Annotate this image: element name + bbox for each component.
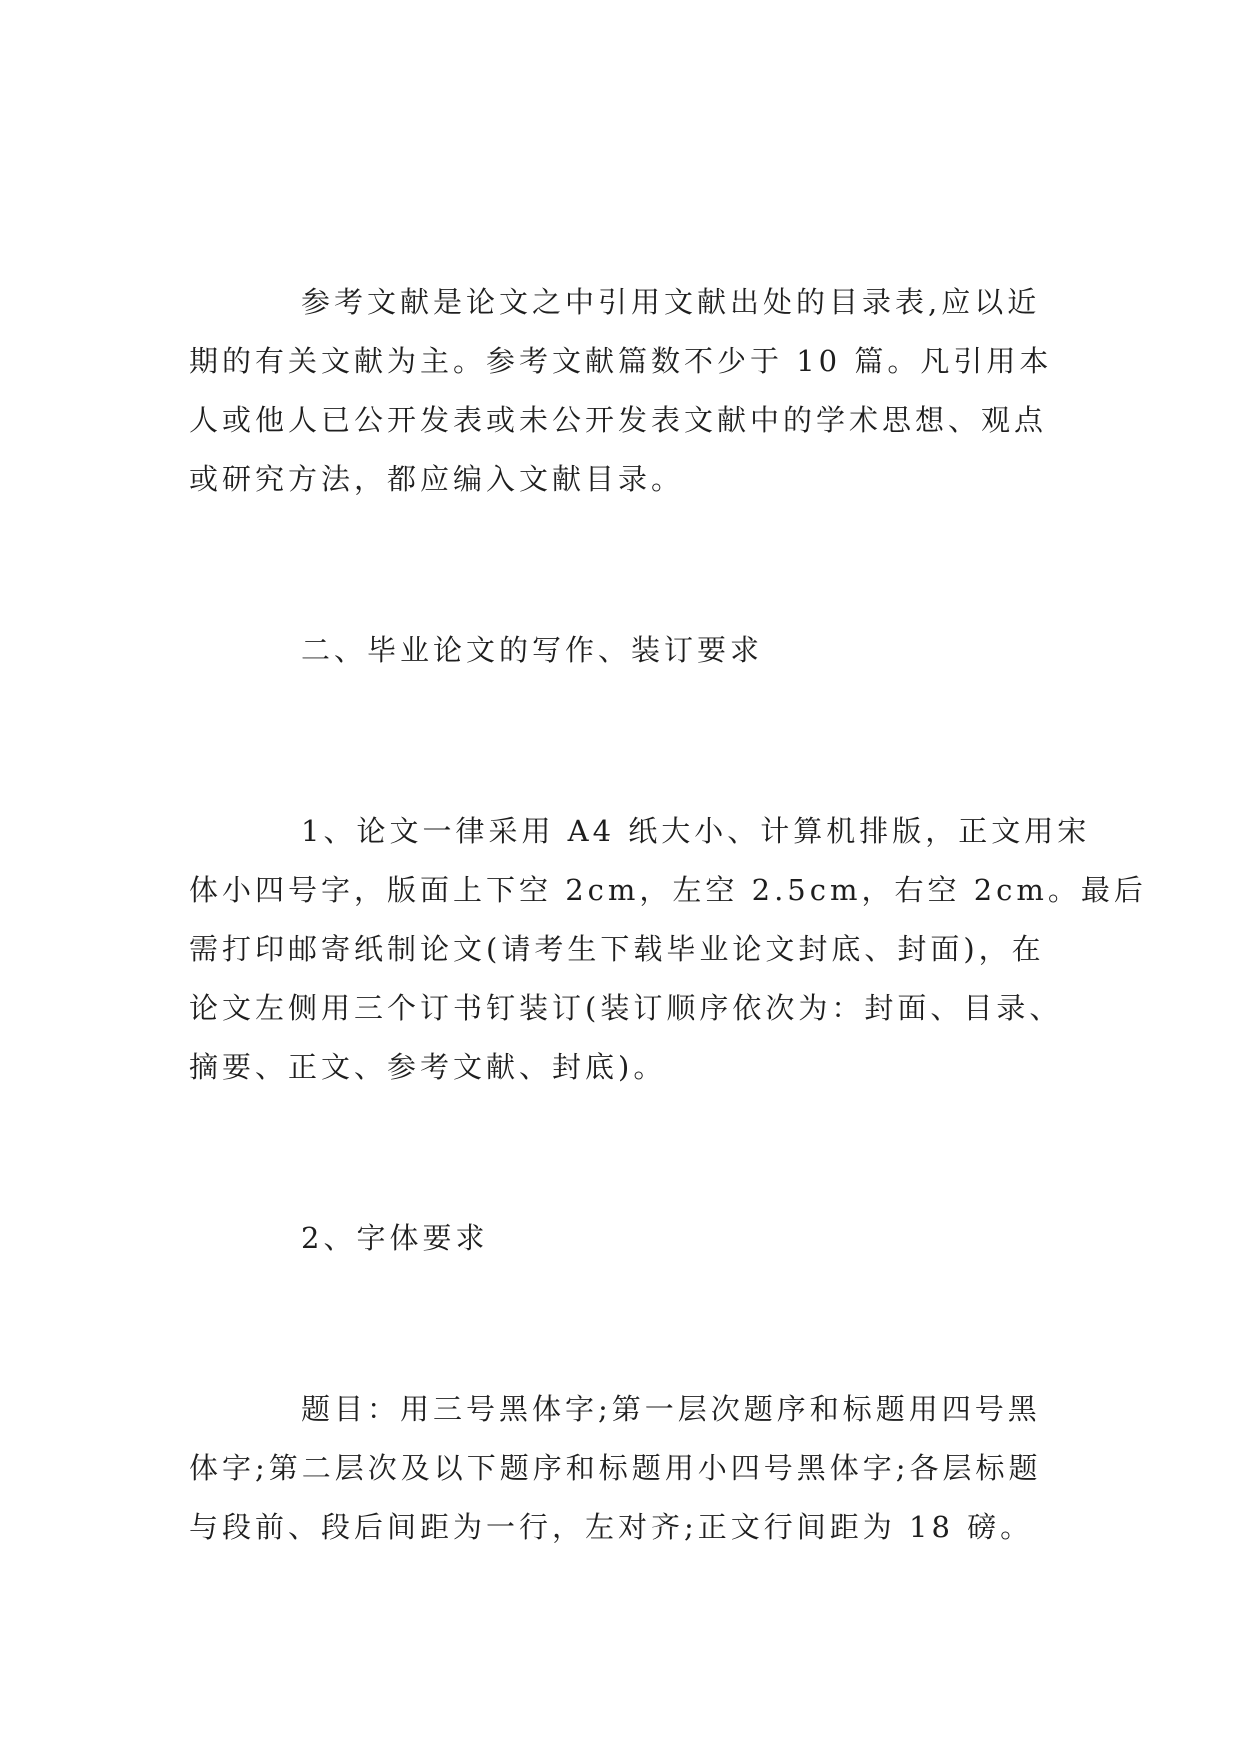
paragraph-line: 体小四号字，版面上下空 2cm，左空 2.5cm，右空 2cm。最后 [189,873,1147,907]
paragraph-line: 论文左侧用三个订书钉装订(装订顺序依次为：封面、目录、 [189,991,1063,1025]
format-requirements-paragraph [189,802,1147,1097]
paragraph-line: 参考文献是论文之中引用文献出处的目录表,应以近 [301,285,1041,319]
paragraph-line: 1、论文一律采用 A4 纸大小、计算机排版，正文用宋 [301,814,1091,848]
heading-text: 二、毕业论文的写作、装订要求 [301,633,764,667]
paragraph-line: 人或他人已公开发表或未公开发表文献中的学术思想、观点 [189,403,1048,437]
paragraph-line: 题目：用三号黑体字;第一层次题序和标题用四号黑 [301,1392,1041,1426]
paragraph-line: 或研究方法，都应编入文献目录。 [189,462,685,496]
subsection-heading [189,1209,1059,1268]
font-requirements-paragraph [189,1380,1059,1557]
paragraph-line: 期的有关文献为主。参考文献篇数不少于 10 篇。凡引用本 [189,344,1053,378]
paragraph-line: 与段前、段后间距为一行，左对齐;正文行间距为 18 磅。 [189,1510,1034,1544]
section-heading [189,621,1059,680]
references-paragraph [189,273,1059,509]
heading-text: 2、字体要求 [301,1221,489,1255]
paragraph-line: 体字;第二层次及以下题序和标题用小四号黑体字;各层标题 [189,1451,1042,1485]
paragraph-line: 需打印邮寄纸制论文(请考生下载毕业论文封底、封面)，在 [189,932,1045,966]
paragraph-line: 摘要、正文、参考文献、封底)。 [189,1050,667,1084]
